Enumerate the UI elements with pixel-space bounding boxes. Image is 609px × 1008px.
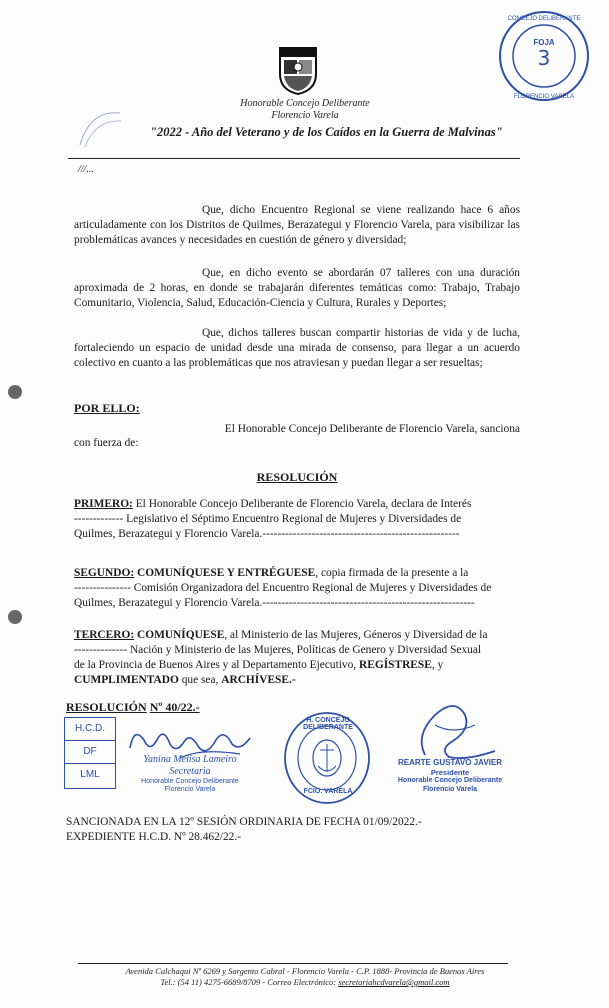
segundo-bold: COMUNÍQUESE Y ENTRÉGUESE (136, 567, 316, 579)
resolution-number (66, 700, 200, 715)
continuation-mark: ///... (78, 164, 94, 175)
tercero-label: TERCERO: (74, 629, 135, 641)
president-signature-icon (405, 695, 505, 765)
tercero-line4a: que sea, (181, 674, 219, 686)
expediente-line: EXPEDIENTE H.C.D. Nº 28.462/22.- (66, 831, 242, 843)
tercero-line2: -------------- Nación y Ministerio de las Mujeres, Políticas de Genero y Diversidad Sexual (74, 644, 482, 656)
tercero-line4b: .- (288, 674, 296, 686)
article-segundo (74, 566, 520, 611)
primero-line2: ------------- Legislativo el Séptimo Encuentro Regional de Mujeres y Diversidades de (74, 513, 462, 525)
por-ello-label: POR ELLO: (74, 401, 140, 415)
considerando-3: Que, dichos talleres buscan compartir historias de vida y de lucha, fortaleciendo un espacio de unidad desde una mirada de consenso, para llegar a un acuerdo colectivo en cuanto a las problemáticas que nos atraviesan y puedan llegar a ser resueltas; (74, 327, 520, 369)
stamp-box-row: DF (65, 741, 115, 764)
tercero-line3b: , y (431, 659, 444, 671)
president-name: REARTE GUSTAVO JAVIER (397, 758, 502, 767)
crest-icon (276, 44, 320, 96)
hcd-stamp-box (64, 717, 116, 789)
resolucion-num: Nº 40/22.- (149, 700, 200, 714)
seal-bottom-text: FCIO. VARELA (303, 788, 353, 795)
registrese: REGÍSTRESE (359, 659, 432, 671)
institution-name: Honorable Concejo Deliberante (240, 98, 370, 109)
sancionada-line: SANCIONADA EN LA 12º SESIÓN ORDINARIA DE FECHA 01/09/2022.- (66, 816, 422, 828)
primero-line1: El Honorable Concejo Deliberante de Florencio Varela, declara de Interés (135, 498, 472, 510)
stamp-box-row: H.C.D. (65, 718, 115, 741)
president-org1: Honorable Concejo Deliberante (397, 777, 503, 784)
tercero-bold: COMUNÍQUESE (136, 629, 225, 641)
cumplimentado: CUMPLIMENTADO (74, 674, 179, 686)
foja-number: 3 (537, 46, 551, 70)
por-ello-text-2: con fuerza de: (74, 437, 139, 449)
primero-label: PRIMERO: (74, 498, 133, 510)
secretary-title: Secretaria (169, 766, 211, 777)
year-motto: "2022 - Año del Veterano y de los Caídos en la Guerra de Malvinas" (150, 125, 503, 139)
segundo-line2: --------------- Comisión Organizadora del Encuentro Regional de Mujeres y Diversidades de (74, 582, 492, 594)
segundo-label: SEGUNDO: (74, 567, 135, 579)
footer-contact-prefix: Tel.: (54 11) 4275-6689/8709 - Correo Electrónico: (160, 977, 337, 987)
president-title: Presidente (430, 768, 470, 777)
tercero-line1: , al Ministerio de las Mujeres, Géneros y Diversidad de la (224, 629, 488, 641)
svg-text:FLORENCIO VARELA: FLORENCIO VARELA (514, 94, 574, 100)
foja-label: FOJA (533, 38, 555, 47)
seal-top-text: H. CONCEJO DELIBERANTE (303, 717, 353, 731)
tercero-line3a: de la Provincia de Buenos Aires y al Departamento Ejecutivo, (74, 659, 357, 671)
president-org2: Florencio Varela (422, 786, 478, 793)
footer-address: Avenida Calchaqui Nº 6269 y Sargento Cabral - Florencio Varela - C.P. 1888- Provincia de Buenos Aires (125, 966, 485, 976)
footer-email[interactable]: secretariahcdvarela@gmail.com (338, 977, 450, 987)
secretary-org1: Honorable Concejo Deliberante (141, 778, 239, 785)
header-rule (68, 158, 520, 159)
punch-hole (8, 610, 22, 624)
article-primero (74, 497, 520, 542)
institution-city: Florencio Varela (271, 110, 339, 121)
secretary-org2: Florencio Varela (164, 786, 216, 793)
footer-rule (78, 963, 508, 964)
archivese: ARCHÍVESE (221, 674, 289, 686)
faint-stamp-icon (75, 105, 125, 150)
resolucion-label: RESOLUCIÓN (66, 700, 147, 714)
svg-text:CONCEJO DELIBERANTE: CONCEJO DELIBERANTE (507, 16, 581, 22)
footer-contact (70, 977, 540, 987)
secretary-name: Yanina Melisa Lameiro (143, 754, 237, 765)
considerando-2: Que, en dicho evento se abordarán 07 talleres con una duración aproximada de 2 horas, en donde se trabajarán diferentes temáticas como: Trabajo, Trabajo Comunitario, Violencia, Salud, Educación-Ciencia y Cultura, Rurales y Deportes; (74, 267, 520, 309)
por-ello-text: El Honorable Concejo Deliberante de Florencio Varela, sanciona (224, 423, 520, 435)
stamp-box-row: LML (80, 769, 100, 780)
article-tercero (74, 628, 520, 688)
segundo-line3: Quilmes, Berazategui y Florencio Varela.-------------------------------------------------------- (74, 597, 475, 609)
considerando-1: Que, dicho Encuentro Regional se viene realizando hace 6 años articuladamente con los Distritos de Quilmes, Berazategui y Florencio Varela, para visibilizar las problemáticas avances y necesidades en cuestión de género y diversidad; (74, 204, 520, 246)
primero-line3: Quilmes, Berazategui y Florencio Varela.---------------------------------------------------- (74, 528, 460, 540)
segundo-line1: , copia firmada de la presente a la (315, 567, 469, 579)
punch-hole (8, 385, 22, 399)
resolution-title: RESOLUCIÓN (256, 470, 338, 484)
